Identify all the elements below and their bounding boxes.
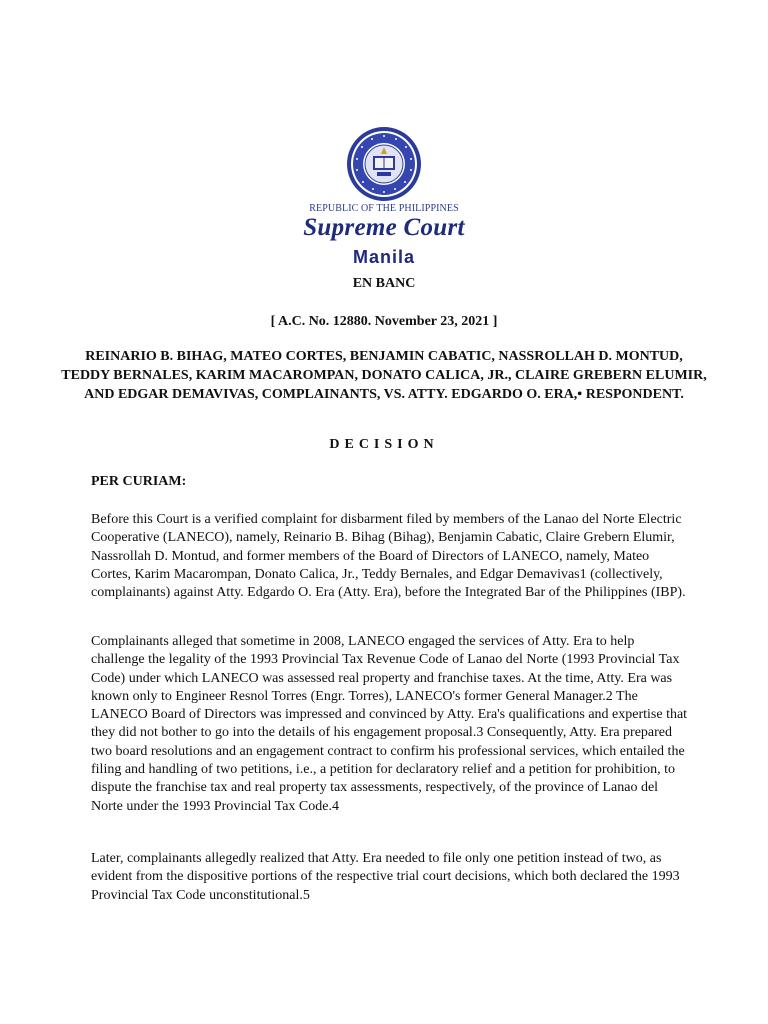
decision-heading: DECISION bbox=[329, 437, 439, 452]
body-paragraph: Later, complainants allegedly realized that Atty. Era needed to file only one petition instead of two, as evident from the dispositive portions of the respective trial court decisions, which both declared the 1993 Provincial Tax Code unconstitutional.5 bbox=[91, 851, 680, 903]
case-number: [ A.C. No. 12880. November 23, 2021 ] bbox=[270, 314, 498, 329]
body-paragraph: Before this Court is a verified complaint for disbarment filed by members of the Lanao del Norte Electric Cooperative (LANECO), namely, Reinario B. Bihag (Bihag), Benjamin Cabatic, Claire Grebern Elumir, Nassrollah D. Montud, and former members of the Board of Directors of LANECO, namely, Mateo Cortes, Karim Macarompan, Donato Calica, Jr., Teddy Bernales, and Edgar Demavivas1 (collectively, complainants) against Atty. Edgardo O. Era (Atty. Era), before the Integrated Bar of the Philippines (IBP). bbox=[91, 512, 686, 601]
division-label: EN BANC bbox=[352, 276, 416, 291]
body-paragraph: Complainants alleged that sometime in 2008, LANECO engaged the services of Atty. Era to help challenge the legality of the 1993 Provincial Tax Revenue Code of Lanao del Norte (1993 Provincial Tax Code) under which LANECO was assessed real property and franchise taxes. At the time, Atty. Era was known only to Engineer Resnol Torres (Engr. Torres), LANECO's former General Manager.2 The LANECO Board of Directors was impressed and convinced by Atty. Era's qualifications and expertise that they did not bother to go into the details of his engagement proposal.3 Consequently, Atty. Era prepared two board resolutions and an engagement contract to confirm his professional services, which entailed the filing and handling of two petitions, i.e., a petition for declaratory relief and a petition for prohibition, to dispute the franchise tax and real property tax assessments, respectively, of the province of Lanao del Norte under the 1993 Provincial Tax Code.4 bbox=[91, 634, 688, 814]
supreme-court-seal-icon bbox=[346, 126, 422, 202]
court-city: Manila bbox=[352, 247, 415, 267]
case-title: REINARIO B. BIHAG, MATEO CORTES, BENJAMIN CABATIC, NASSROLLAH D. MONTUD, TEDDY BERNALES, KARIM MACAROMPAN, DONATO CALICA, JR., CLAIRE GREBERN ELUMIR, AND EDGAR DEMAVIVAS, COMPLAINANTS, VS. ATTY. EDGARDO O. ERA,• RESPONDENT. bbox=[61, 349, 707, 402]
republic-label: REPUBLIC OF THE PHILIPPINES bbox=[309, 203, 459, 214]
per-curiam-label: PER CURIAM: bbox=[91, 474, 187, 489]
court-name: Supreme Court bbox=[303, 214, 465, 241]
